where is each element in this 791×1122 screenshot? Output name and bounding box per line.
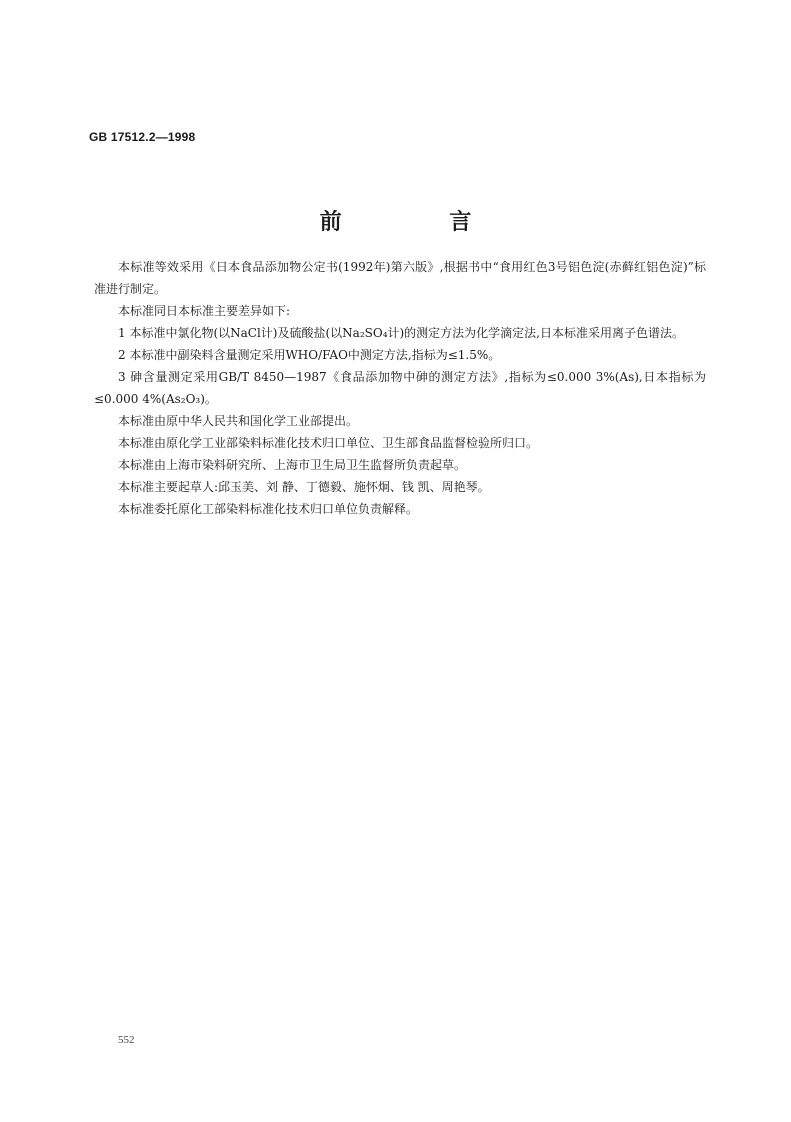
paragraph-difference-1: 1 本标准中氯化物(以NaCl计)及硫酸盐(以Na₂SO₄计)的测定方法为化学滴定法,日本标准采用离子色谱法。 [118,326,685,340]
page-title: 前 言 [319,210,522,235]
paragraph-difference-3: 3 砷含量测定采用GB/T 8450—1987《食品添加物中砷的测定方法》,指标为≤0.000 3%(As),日本指标为≤0.000 4%(As₂O₃)。 [94,370,706,406]
paragraph-proposer: 本标准由原中华人民共和国化学工业部提出。 [118,414,359,428]
paragraph-differences-intro: 本标准同日本标准主要差异如下: [118,304,291,318]
paragraph-adoption: 本标准等效采用《日本食品添加物公定书(1992年)第六版》,根据书中“食用红色3号铝色淀(赤藓红铝色淀)”标准进行制定。 [94,260,706,296]
standard-code: GB 17512.2—1998 [89,130,196,144]
paragraph-interpretation: 本标准委托原化工部染料标准化技术归口单位负责解释。 [118,502,419,516]
paragraph-difference-2: 2 本标准中副染料含量测定采用WHO/FAO中测定方法,指标为≤1.5%。 [118,348,501,362]
paragraph-centralized-unit: 本标准由原化学工业部染料标准化技术归口单位、卫生部食品监督检验所归口。 [118,436,539,450]
page-number: 552 [118,1034,135,1046]
paragraph-drafting-unit: 本标准由上海市染料研究所、上海市卫生局卫生监督所负责起草。 [118,458,467,472]
document-body [94,256,706,520]
paragraph-drafters: 本标准主要起草人:邱玉美、刘 静、丁德毅、施怀炯、钱 凯、周艳琴。 [118,480,490,494]
